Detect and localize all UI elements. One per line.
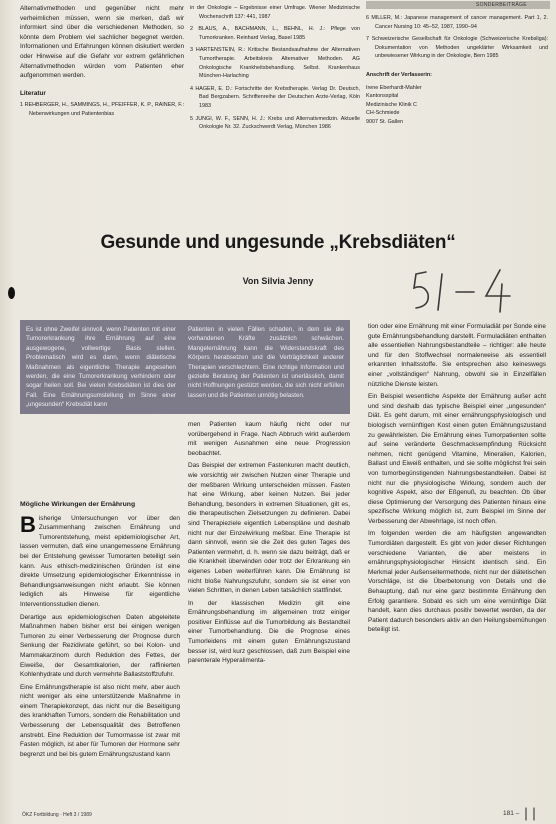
address-line: CH-Schmiede [366, 110, 400, 117]
article-author: Von Silvia Jenny [242, 276, 314, 286]
closing-paragraph: Alternativmethoden und gegenüber nicht mehr verheimlichen müssen, wenn sie merken, daß wir informiert sind über die verschiedenen Methoden, so könnte dem Problem viel sachlicher begegnet werden. Informationen und Erfahrungen können diskutiert werden oder Hinweise auf die Gefahr vor extrem gefährlichen Alternativmethoden würden vom Patienten eher aufgenommen werden. [20, 5, 184, 80]
reference-item: in der Onkologie – Ergebnisse einer Umfrage. Wiener Medizinische Wochenschrift 137: 441, 1987 [190, 5, 360, 20]
reference-item: 2 BLAUS, A., BACHMANN, L., BEHNL, H. J.: Pflege von Tumorkranken. Reinhard Verlag, Basel 1985 [190, 26, 360, 41]
running-head-bar [366, 1, 550, 9]
address-line: Kantonsspital [366, 93, 399, 100]
body-paragraph: Derartige aus epidemiologischen Daten abgeleitete Maßnahmen haben bisher erst bei einigen wenigen Tumoren zu einer Verbesserung der Prognose durch Senkung der Rezidivrate geführt, so bei Kolon- und Mammakarzinom durch Reduktion des Fettes, der Eiweiße, der Gesamtkalorien, der raffinierten Kohlenhydrate und durch vermehrte Ballaststoffzufuhr. [20, 613, 180, 679]
article-title: Gesunde und ungesunde „Krebsdiäten“ [100, 232, 456, 253]
reference-item: 6 MILLER, M.: Japanese management of cancer management. Part 1, 2. Cancer Nursing 10: 45–52, 1987, 1990–94 [366, 15, 548, 30]
running-head: SONDERBEITRÄGE [476, 2, 527, 8]
body-paragraph: Ein Beispiel wesentliche Aspekte der Ernährung außer acht und sind deshalb das typische Beispiel einer „ungesunden“ Diät. Es geht darum, mit einer ernährungsphysiologisch und biologisch vernünftigen Kost einen guten Ernährungszustand zu gewährleisten. Die Ernährung eines Tumorpatienten sollte auf seine veränderte Geschmacksempfindung Rücksicht nehmen, nicht genügend Vitamine, Mineralien, Kalorien, Ballast und Eiweiß enthalten, und sie sollte möglichst frei sein von tumorbegünstigenden Nahrungsbestandteilen. Dabei ist nicht nur die physiologische Wirkung, sondern auch der kognitive Aspekt, also der Eßgenuß, zu beachten. Ob über diese Optimierung der Versorgung des Patienten hinaus eine spezifische Wirkung möglich ist, zum Beispiel im Sinne der Verbesserung der Abwehrlage, ist noch offen. [368, 393, 546, 525]
body-paragraph: isherige Untersuchungen vor über den Zusammenhang zwischen Ernährung und Tumorentstehung, meist epidemiologischer Art, lassen vermuten, daß eine unangemessene Ernährung bei der Entstehung gewisser Tumorarten beteiligt sein kann. Aus ethisch-medizinischen Gründen ist eine direkte Umsetzung epidemiologischer Erkenntnisse in Behandlungsanweisungen nicht erlaubt. Sie können lediglich als Hinweise für eigentliche Interventionsstudien dienen. [20, 514, 180, 608]
handwritten-mark-icon [522, 804, 548, 822]
body-paragraph: men Patienten kaum häufig nicht oder nur vorübergehend in Frage. Nach Abbruch wirkt außerdem mit wenigen Ausnahmen eine neue Progression beobachtet. [188, 421, 350, 457]
drop-cap: B [20, 511, 36, 537]
reference-item: 4 HAGER, E. D.: Fortschritte der Krebstherapie. Verlag Dr. Deutsch, Bad Bergzabern. Schriftenreihe der Deutschen Arzte-Verlag, Köln 1983 [190, 85, 360, 109]
body-paragraph: Eine Ernährungstherapie ist also nicht mehr, aber auch nicht weniger als eine unterstützende Maßnahme in einem Therapiekonzept, das nicht nur die Beseitigung des krankhaften Tumors, sondern die Rehabilitation und Verbesserung der Lebensqualität des Betroffenen anstrebt. Eine Reduktion der Tumormasse ist zwar mit Fasten möglich, ist aber für Tumoren der Hormone sehr begrenzt und bei bis gutem Ernährungszustand kann [20, 683, 180, 758]
address-block [366, 84, 548, 127]
reference-item: 3 HARTENSTEIN, R.: Kritische Bestandsaufnahme der Alternativen Tumortherapie. Arbeitskreis Alternativer Methoden. AG Onkologische Krankheitsbehandlung. Selbst. Krankenhaus München-Harlaching [190, 47, 360, 80]
address-line: Irene Eberhardt-Mahler [366, 84, 422, 91]
body-column-2 [188, 420, 350, 669]
address-label: Anschrift der Verfasserin: [366, 71, 432, 78]
section-heading: Mögliche Wirkungen der Ernährung [20, 501, 136, 508]
footer-left: ÖKZ Fortbildung · Heft 3 / 1989 [22, 812, 92, 818]
lead-right: Patienten in vielen Fällen schaden, in dem sie die vorhandenen Kräfte zusätzlich schwächen. Mangelernährung kann die Widerstandskraft des Körpers herabsetzen und die Verträglichkeit anderer Therapien verschlechtern. Eine richtige Information und gezielte Beratung der Patienten ist unerlässlich, damit nicht Hoffnungen gestützt werden, die sich nicht erfüllen lassen und die Patienten unnötig belasten. [188, 326, 344, 399]
reference-item: 1 REHBERGER, H., SAMMINGS, H., PFEIFFER, K. P., RAINER, F.: Nebenwirkungen und Patientenbias [20, 102, 184, 117]
lead-box [20, 320, 350, 414]
body-column-1 [20, 500, 180, 762]
punch-hole [8, 287, 15, 299]
top-middle-column [190, 4, 360, 136]
body-paragraph: Im folgenden werden die am häufigsten angewandten Tumordiäten dargestellt. Es gibt von jeder dieser Richtungen verschiedene Varianten, die aber meistens in ernährungsphysiologischer Hinsicht identisch sind. Ein Merkmal jeder Außenseitermethode, nicht nur der diätetischen Vorschläge, ist die Überbetonung von Details und die Behauptung, daß nur eine ganz bestimmte Ernährung den Erfolg garantiere. Sobald es sich um eine vernünftige Diät handelt, kann dies durchaus positiv bewertet werden, da der Patient dadurch besonders aktiv an den Heilungsbemühungen beteiligt ist. [368, 530, 546, 634]
body-paragraph: Das Beispiel der extremen Fastenkuren macht deutlich, wie vorsichtig wir zwischen Nutzen einer Therapie und der meßbaren Wirkung unterscheiden müssen. Fasten hat eine Wirkung, aber keinen Nutzen. Bei jeder Behandlung, besonders in extremen Situationen, gilt es, die therapeutischen Zielsetzungen zu definieren. Dabei sind Therapieziele eigentlich Lebenspläne und deshalb nicht nur der Einzelwirkung meßbar. Eine Therapie ist dann sinnvoll, wenn sie die Zeit des guten Tages des Patienten vermehrt, d. h. wenn sie dazu beiträgt, daß er die Krankheit überwinden oder trotz der Erkrankung ein eigenes Leben weiterführen kann. Die Ernährung ist nicht bloße Nahrungszufuhr, sondern sie ist einer von vielen Schritten, in denen Leben tatsächlich stattfindet. [188, 462, 350, 595]
reference-item: 5 JUNGI, W. F., SENN, H. J.: Krebs und Alternativmedizin. Aktuelle Onkologie Nr. 32. Zuckschwerdt Verlag, München 1986 [190, 115, 360, 131]
body-column-3 [368, 322, 546, 638]
lead-left: Es ist ohne Zweifel sinnvoll, wenn Patienten mit einer Tumorerkrankung ihre Ernährung auf eine ausgewogene, vollwertige Basis stellen. Problematisch wird es dann, wenn diätetische Maßnahmen als eigentliche Therapie angesehen werden, die eine Tumorerkrankung verhindern oder sogar heilen soll. Bei vielen Krebsdiäten ist dies der Fall. Eine Ernährungsumstellung im Sinne einer „ungesunden“ Krebsdiät kann [26, 326, 176, 409]
top-right-column [366, 14, 548, 127]
body-paragraph: In der klassischen Medizin gilt eine Ernährungsbehandlung im allgemeinen trotz einiger positiver Einflüsse auf die Tumorbildung als Bestandteil einer Tumorbehandlung. Die die Prognose eines Tumorleidens mit einem guten Ernährungszustand besser ist, wird kurz geschlossen, daß zum Beispiel eine parenterale Hyperalimenta- [188, 599, 350, 665]
page-number: 181 – [503, 810, 520, 817]
address-line: 9007 St. Gallen [366, 118, 404, 125]
handwritten-note-icon [398, 262, 518, 320]
reference-item: 7 Schweizerische Gesellschaft für Onkologie (Schweizerische Krebsliga): Dokumentation von Methoden ungeklärter Wirksamkeit und unbewiesener Wirkung in der Onkologie, Bern 1985 [366, 36, 548, 60]
body-paragraph: tion oder eine Ernährung mit einer Formuladiät per Sonde eine gute Ernährungsbehandlung darstellt. Formuladiäten enthalten alle essentiellen Nahrungsbestandteile – richtiger: alle heute und für den Stoffwechsel normalerweise als essentiell erkannten Inhaltsstoffe. Sie entsprechen also keineswegs einer „vollständigen“ Nahrung, obwohl sie in Einzelfällen nützliche Dienste leisten. [368, 323, 546, 388]
literature-label: Literatur [20, 89, 46, 97]
top-left-column [20, 4, 184, 123]
address-line: Medizinische Klinik C [366, 101, 417, 108]
